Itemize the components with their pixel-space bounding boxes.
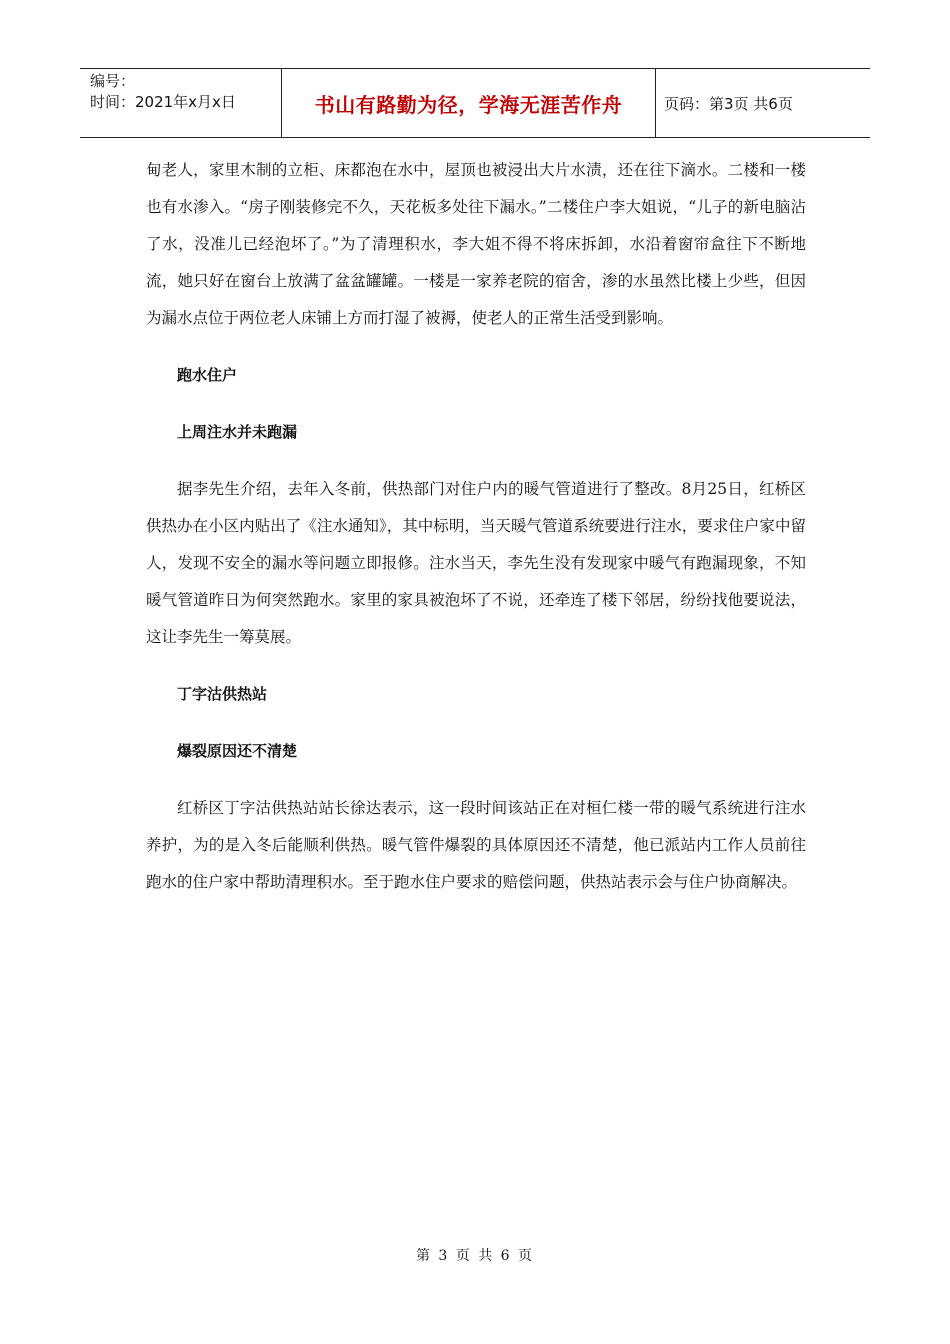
page-footer: 第 3 页 共 6 页 bbox=[415, 1248, 535, 1264]
page-header bbox=[80, 68, 870, 138]
header-meta bbox=[80, 69, 282, 137]
section-heading-1: 跑水住户 bbox=[177, 366, 238, 384]
section-heading-3: 丁字沽供热站 bbox=[177, 685, 268, 703]
document-body bbox=[146, 152, 806, 901]
header-page-info: 页码：第3页 共6页 bbox=[664, 94, 793, 113]
header-motto: 书山有路勤为径，学海无涯苦作舟 bbox=[282, 69, 656, 137]
paragraph-2: 据李先生介绍，去年入冬前，供热部门对住户内的暖气管道进行了整改。8月25日，红桥区供热办在小区内贴出了《注水通知》，其中标明，当天暖气管道系统要进行注水，要求住户家中留人，发现不安全的漏水等问题立即报修。注水当天，李先生没有发现家中暖气有跑漏现象，不知暖气管道昨日为何突然跑水。家里的家具被泡坏了不说，还牵连了楼下邻居，纷纷找他要说法，这让李先生一筹莫展。 bbox=[146, 480, 806, 646]
section-heading-4: 爆裂原因还不清楚 bbox=[177, 742, 298, 760]
paragraph-3: 红桥区丁字沽供热站站长徐达表示，这一段时间该站正在对桓仁楼一带的暖气系统进行注水养护，为的是入冬后能顺利供热。暖气管件爆裂的具体原因还不清楚，他已派站内工作人员前往跑水的住户家中帮助清理积水。至于跑水住户要求的赔偿问题，供热站表示会与住户协商解决。 bbox=[146, 799, 806, 891]
number-label: 编号： bbox=[90, 72, 136, 90]
date-label: 时间：2021年x月x日 bbox=[90, 93, 236, 111]
paragraph-1: 甸老人，家里木制的立柜、床都泡在水中，屋顶也被浸出大片水渍，还在往下滴水。二楼和一楼也有水渗入。“房子刚装修完不久，天花板多处往下漏水。”二楼住户李大姐说，“儿子的新电脑沾了水，没准儿已经泡坏了。”为了清理积水，李大姐不得不将床拆卸，水沿着窗帘盒往下不断地流，她只好在窗台上放满了盆盆罐罐。一楼是一家养老院的宿舍，渗的水虽然比楼上少些，但因为漏水点位于两位老人床铺上方而打湿了被褥，使老人的正常生活受到影响。 bbox=[146, 161, 806, 327]
section-heading-2: 上周注水并未跑漏 bbox=[177, 423, 298, 441]
